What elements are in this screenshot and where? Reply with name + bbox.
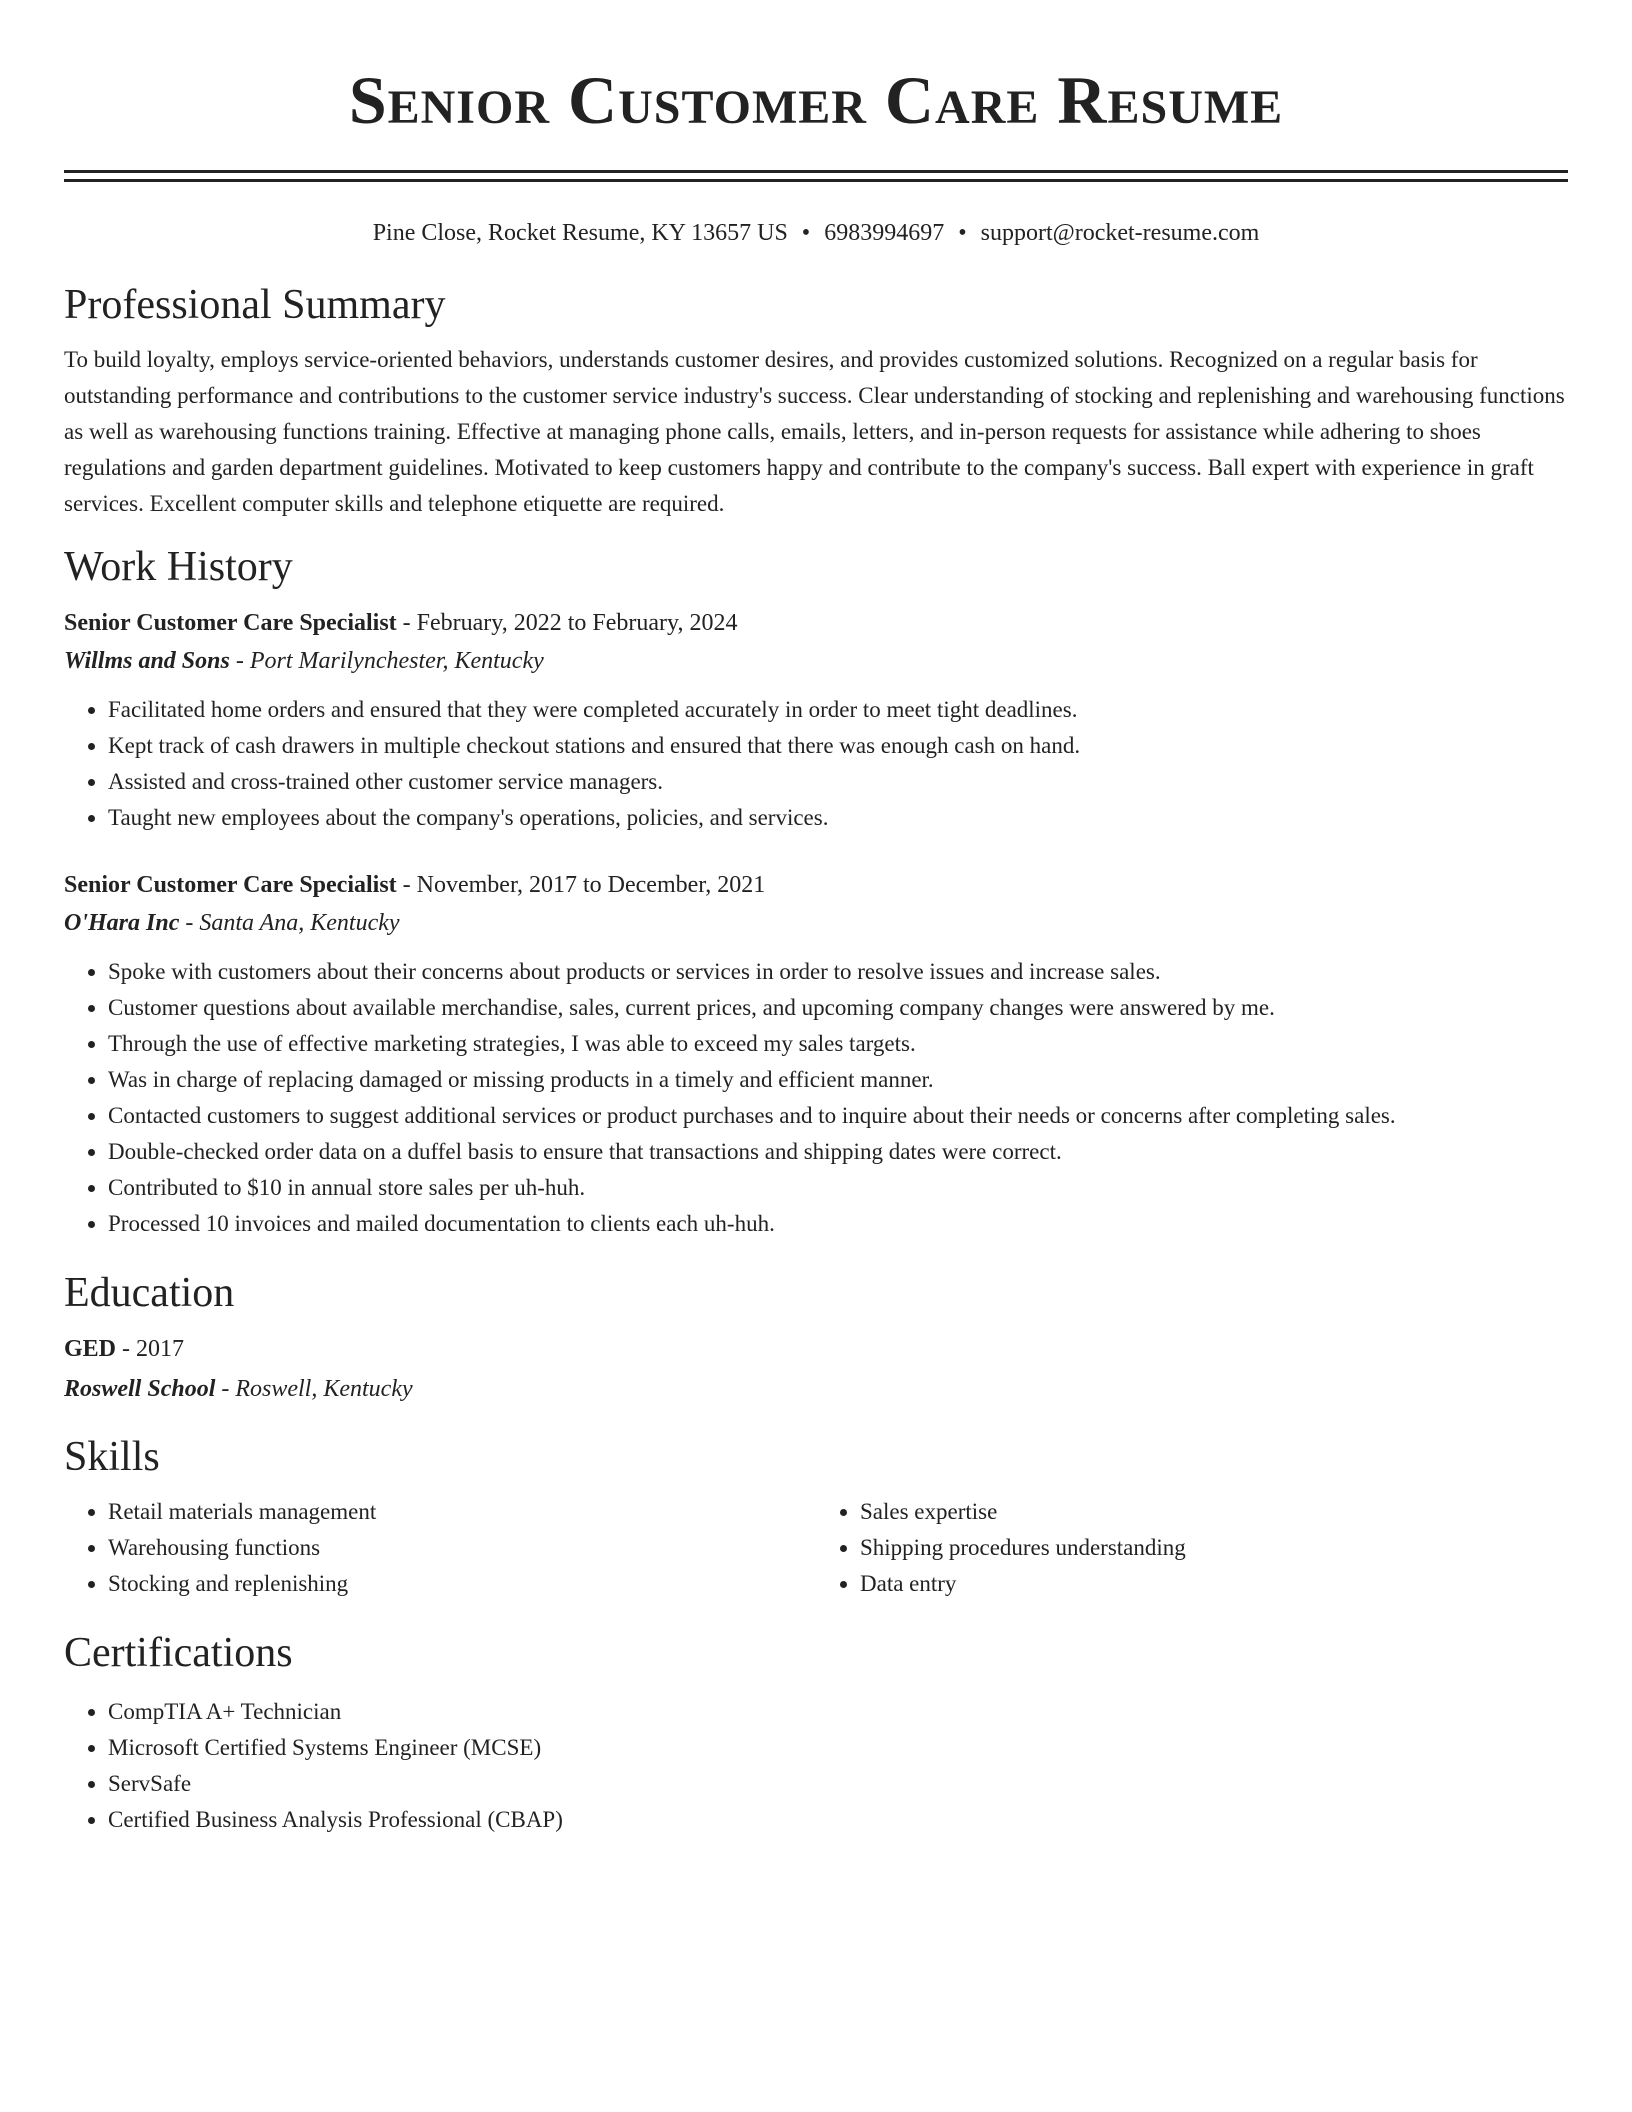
job-location: - Santa Ana, Kentucky [179,910,400,936]
education-year: - 2017 [116,1336,185,1362]
job-employer [64,906,1568,940]
list-item: • Spoke with customers about their concerns about products or services in order to resolve issues and increase sales. [108,954,1568,990]
list-item: • Double-checked order data on a duffel basis to ensure that transactions and shipping dates were correct. [108,1134,1568,1170]
title-divider [64,170,1568,182]
summary-section [64,280,1568,522]
job-company: O'Hara Inc [64,910,180,936]
skills-list-left [64,1494,816,1602]
resume-title: Senior Customer Care Resume [348,62,1284,138]
contact-address: Pine Close, Rocket Resume, KY 13657 US [372,220,788,246]
summary-text: To build loyalty, employs service-oriented behaviors, understands customer desires, and provides customized solutions. Recognized on a regular basis for outstanding performance and contributions to the customer service industry's success. Clear understanding of stocking and replenishing and warehousing functions as well as warehousing functions training. Effective at managing phone calls, emails, letters, and in-person requests for assistance while adhering to shoes regulations and garden department guidelines. Motivated to keep customers happy and contribute to the company's success. Ball expert with experience in graft services. Excellent computer skills and telephone etiquette are required. [64,347,1565,516]
contact-separator: • [958,220,967,246]
list-item: • Was in charge of replacing damaged or missing products in a timely and efficient manner. [108,1062,1568,1098]
work-history-section [64,542,1568,1242]
skills-columns [64,1494,1568,1602]
list-item: • Through the use of effective marketing strategies, I was able to exceed my sales targets. [108,1026,1568,1062]
list-item: • Sales expertise [860,1494,1568,1530]
skills-list-right [816,1494,1568,1602]
education-degree: GED [64,1336,117,1362]
list-item: • CompTIA A+ Technician [108,1694,1568,1730]
list-item: • Kept track of cash drawers in multiple checkout stations and ensured that there was enough cash on hand. [108,728,1568,764]
contact-separator: • [801,220,811,246]
education-heading: Education [64,1270,235,1316]
job-location: - Port Marilynchester, Kentucky [229,648,544,674]
list-item: • Processed 10 invoices and mailed documentation to clients each uh-huh. [108,1206,1568,1242]
job-company: Willms and Sons [64,648,230,674]
education-school: Roswell School [64,1376,216,1402]
certifications-heading: Certifications [64,1630,293,1676]
contact-line [64,218,1568,248]
education-school-line [64,1372,1568,1406]
list-item: • Shipping procedures understanding [860,1530,1568,1566]
education-location: - Roswell, Kentucky [215,1376,413,1402]
list-item: • Customer questions about available merchandise, sales, current prices, and upcoming company changes were answered by me. [108,990,1568,1026]
list-item: • Microsoft Certified Systems Engineer (MCSE) [108,1730,1568,1766]
list-item: • Retail materials management [108,1494,816,1530]
list-item: • Contacted customers to suggest additional services or product purchases and to inquire about their needs or concerns after completing sales. [108,1098,1568,1134]
certifications-list [64,1694,1568,1838]
list-item: • Certified Business Analysis Professional (CBAP) [108,1802,1568,1838]
job-dates: - February, 2022 to February, 2024 [396,610,738,636]
list-item: • Data entry [860,1566,1568,1602]
education-section [64,1268,1568,1406]
job-role: Senior Customer Care Specialist [64,872,397,898]
education-degree-line [64,1332,1568,1366]
job-dates: - November, 2017 to December, 2021 [396,872,766,898]
job-entry [64,868,1568,1242]
contact-email: support@rocket-resume.com [980,220,1260,246]
list-item: • Warehousing functions [108,1530,816,1566]
job-employer [64,644,1568,678]
list-item: • Facilitated home orders and ensured that they were completed accurately in order to meet tight deadlines. [108,692,1568,728]
certifications-section [64,1628,1568,1838]
list-item: • Contributed to $10 in annual store sales per uh-huh. [108,1170,1568,1206]
list-item: • Taught new employees about the company's operations, policies, and services. [108,800,1568,836]
skills-heading: Skills [64,1434,160,1480]
work-history-heading: Work History [64,544,293,590]
job-role: Senior Customer Care Specialist [64,610,397,636]
job-entry [64,606,1568,836]
list-item: • Stocking and replenishing [108,1566,816,1602]
skills-section [64,1432,1568,1602]
list-item: • ServSafe [108,1766,1568,1802]
job-bullets [64,954,1568,1242]
job-header [64,606,1568,640]
contact-phone: 6983994697 [824,220,945,246]
list-item: • Assisted and cross-trained other customer service managers. [108,764,1568,800]
job-bullets [64,692,1568,836]
job-header [64,868,1568,902]
summary-heading: Professional Summary [64,282,446,328]
